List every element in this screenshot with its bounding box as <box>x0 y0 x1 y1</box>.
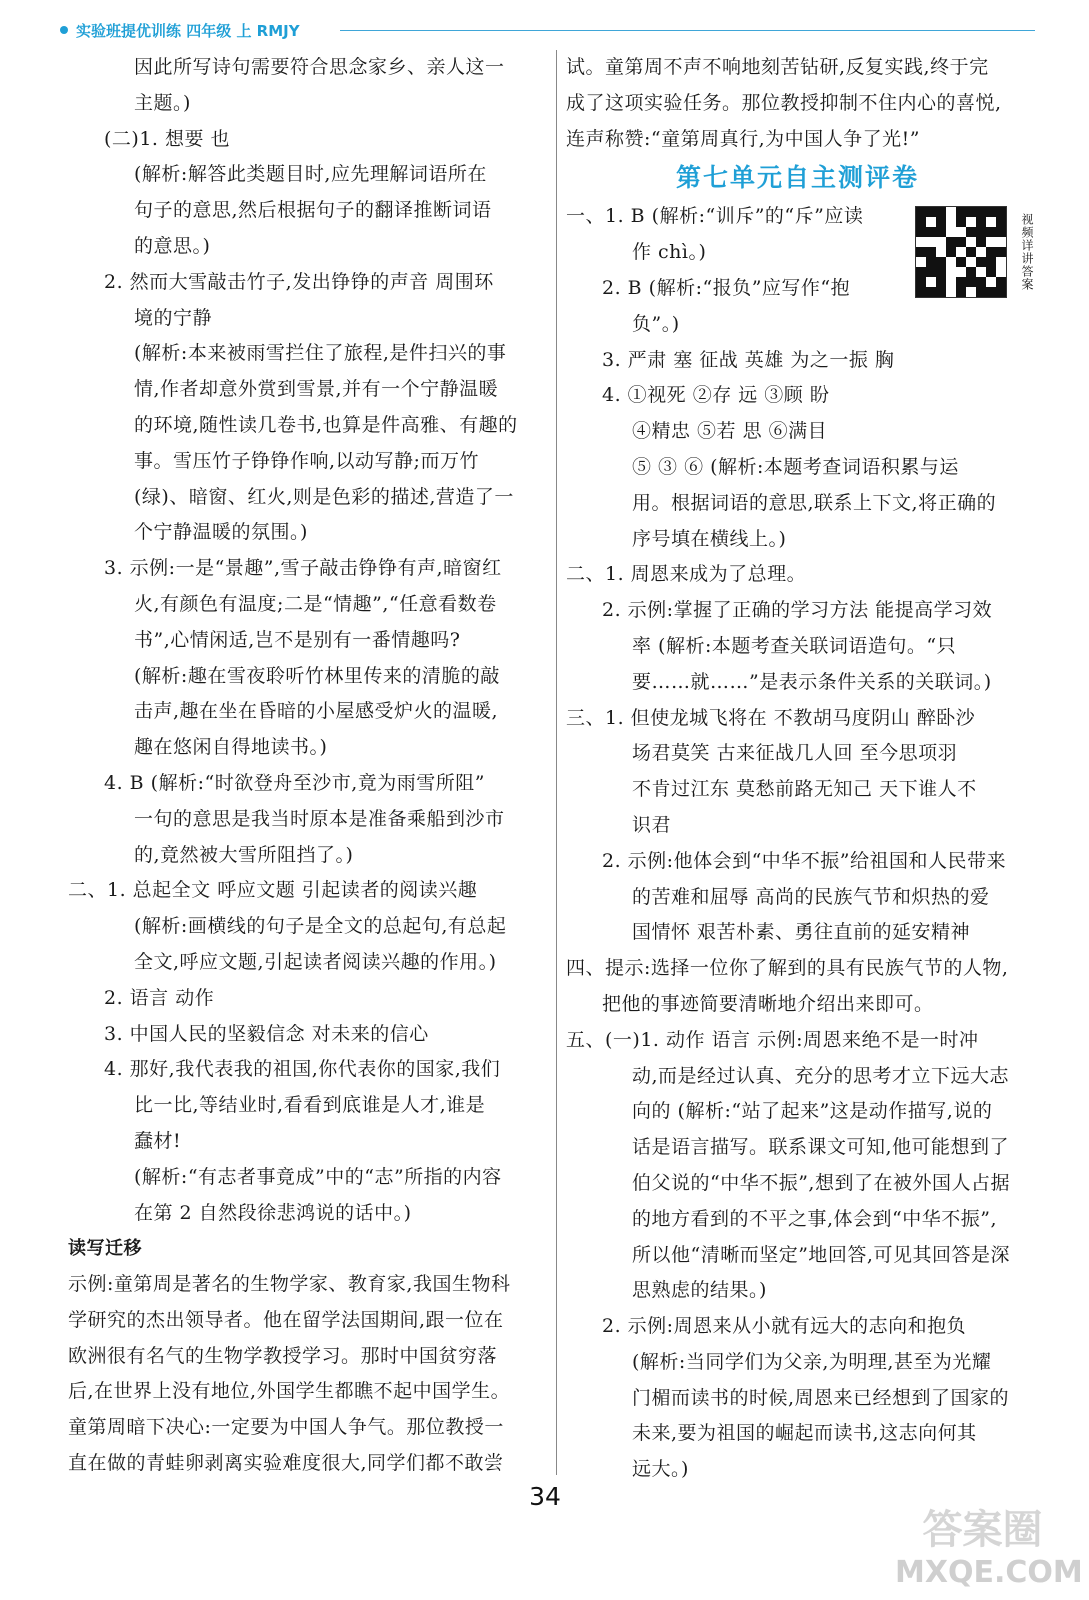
text-line: (解析:“有志者事竟成”中的“志”所指的内容 <box>134 1165 502 1188</box>
watermark-logo: 答案圈 <box>922 1507 1043 1553</box>
text-line: 三、1. 但使龙城飞将在 不教胡马度阴山 醉卧沙 <box>566 706 976 729</box>
unit-title: 第七单元自主测评卷 <box>676 163 920 193</box>
text-line: 负”。) <box>632 312 680 335</box>
text-line: 童第周暗下决心:一定要为中国人争气。那位教授一 <box>68 1416 504 1439</box>
text-line: 向的 (解析:“站了起来”这是动作描写,说的 <box>632 1100 993 1123</box>
text-line: 2. B (解析:“报负”应写作“抱 <box>602 276 851 299</box>
text-line: 话是语言描写。联系课文可知,他可能想到了 <box>632 1136 1010 1159</box>
text-line: 个宁静温暖的氛围。) <box>134 521 308 544</box>
text-line: 成了这项实验任务。那位教授抑制不住内心的喜悦, <box>566 91 1002 114</box>
text-line: 作 chì。) <box>632 241 707 264</box>
text-line: 远大。) <box>632 1458 689 1481</box>
text-line: (解析:解答此类题目时,应先理解词语所在 <box>134 163 487 186</box>
text-line: 的环境,随性读几卷书,也算是件高雅、有趣的 <box>134 413 518 436</box>
text-line: 学研究的杰出领导者。他在留学法国期间,跟一位在 <box>68 1308 504 1331</box>
text-line: ⑤ ③ ⑥ (解析:本题考查词语积累与运 <box>632 455 959 478</box>
text-line: 的,竟然被大雪所阻挡了。) <box>134 843 354 866</box>
text-line: 的地方看到的不平之事,体会到“中华不振”, <box>632 1207 998 1230</box>
running-header <box>60 18 340 42</box>
text-line: 趣在悠闲自得地读书。) <box>134 736 328 759</box>
text-line: 在第 2 自然段徐悲鸿说的话中。) <box>134 1201 412 1224</box>
text-line: 门楣而读书的时候,周恩来已经想到了国家的 <box>632 1386 1010 1409</box>
text-line: 4. ①视死 ②存 远 ③顾 盼 <box>602 384 830 407</box>
unit-title-row <box>566 157 1044 199</box>
text-line: 序号填在横线上。) <box>632 527 787 550</box>
text-line: 主题。) <box>134 91 191 114</box>
text-line: 比一比,等结业时,看看到底谁是人才,谁是 <box>134 1094 486 1117</box>
text-line: (解析:画横线的句子是全文的总起句,有总起 <box>134 915 507 938</box>
text-line: (解析:趣在雪夜聆听竹林里传来的清脆的敲 <box>134 664 500 687</box>
text-line: 直在做的青蛙卵剥离实验难度很大,同学们都不敢尝 <box>68 1452 504 1475</box>
text-line: 二、1. 总起全文 呼应文题 引起读者的阅读兴趣 <box>68 879 478 902</box>
text-line: 境的宁静 <box>134 306 213 329</box>
text-line: 的意思。) <box>134 234 211 257</box>
text-line: 识君 <box>632 813 672 836</box>
text-line: 要……就……”是表示条件关系的关联词。) <box>632 670 992 693</box>
text-line: 蠢材! <box>134 1129 182 1152</box>
header-title: 实验班提优训练 四年级 上 RMJY <box>76 21 300 40</box>
text-line: 2. 示例:周恩来从小就有远大的志向和抱负 <box>602 1315 967 1338</box>
text-line: 火,有颜色有温度;二是“情趣”,“任意看数卷 <box>134 592 497 615</box>
text-line: 四、提示:选择一位你了解到的具有民族气节的人物, <box>566 957 1009 980</box>
text-line: 用。根据词语的意思,联系上下文,将正确的 <box>632 491 997 514</box>
text-line: (解析:当同学们为父亲,为明理,甚至为光耀 <box>632 1350 992 1373</box>
text-line: 二、1. 周恩来成为了总理。 <box>566 563 807 586</box>
text-line: 一、1. B (解析:“训斥”的“斥”应读 <box>566 205 864 228</box>
text-line: 3. 中国人民的坚毅信念 对未来的信心 <box>104 1022 429 1045</box>
text-line: (绿)、暗窗、红火,则是色彩的描述,营造了一 <box>134 485 514 508</box>
text-line: 欧洲很有名气的生物学教授学习。那时中国贫穷落 <box>68 1344 498 1367</box>
text-line: 击声,趣在坐在昏暗的小屋感受炉火的温暖, <box>134 700 499 723</box>
text-line: (二)1. 想要 也 <box>104 127 231 150</box>
text-line: 4. 那好,我代表我的祖国,你代表你的国家,我们 <box>104 1058 501 1081</box>
text-line: 国情怀 艰苦朴素、勇往直前的延安精神 <box>632 921 971 944</box>
text-line: 句子的意思,然后根据句子的翻译推断词语 <box>134 199 492 222</box>
text-line: 后,在世界上没有地位,外国学生都瞧不起中国学生。 <box>68 1380 511 1403</box>
text-line: 情,作者却意外赏到雪景,并有一个宁静温暖 <box>134 378 499 401</box>
qr-label: 视频详讲答案 <box>1020 213 1034 291</box>
text-line: 2. 示例:他体会到“中华不振”给祖国和人民带来 <box>602 849 1006 872</box>
text-line: 4. B (解析:“时欲登舟至沙市,竟为雨雪所阻” <box>104 771 485 794</box>
text-line: 2. 然而大雪敲击竹子,发出铮铮的声音 周围环 <box>104 270 494 293</box>
text-line: ④精忠 ⑤若 思 ⑥满目 <box>632 420 828 443</box>
header-rule <box>340 30 1035 31</box>
text-line: 书”,心情闲适,岂不是别有一番情趣吗? <box>134 628 461 651</box>
text-line: 试。童第周不声不响地刻苦钻研,反复实践,终于完 <box>566 56 989 78</box>
text-line: 一句的意思是我当时原本是准备乘船到沙市 <box>134 807 505 830</box>
qr-code-icon[interactable] <box>915 206 1007 298</box>
left-column <box>68 50 546 1482</box>
text-line: 2. 语言 动作 <box>104 986 215 1009</box>
text-line: 场君莫笑 古来征战几人回 至今思项羽 <box>632 742 958 765</box>
text-line: 思熟虑的结果。) <box>632 1279 767 1302</box>
text-line: 五、(一)1. 动作 语言 示例:周恩来绝不是一时冲 <box>566 1028 979 1051</box>
text-line: 所以他“清晰而坚定”地回答,可见其回答是深 <box>632 1243 1010 1266</box>
text-line: (解析:本来被雨雪拦住了旅程,是件扫兴的事 <box>134 342 507 365</box>
text-line: 2. 示例:掌握了正确的学习方法 能提高学习效 <box>602 599 993 622</box>
text-line: 伯父说的“中华不振”,想到了在被外国人占据 <box>632 1171 1010 1194</box>
bullet-dot-icon <box>60 26 68 34</box>
text-line: 事。雪压竹子铮铮作响,以动写静;而万竹 <box>134 449 479 472</box>
text-line: 全文,呼应文题,引起读者阅读兴趣的作用。) <box>134 950 497 973</box>
text-line: 不肯过江东 莫愁前路无知己 天下谁人不 <box>632 778 977 801</box>
text-line: 率 (解析:本题考查关联词语造句。“只 <box>632 634 957 657</box>
text-line: 3. 示例:一是“景趣”,雪子敲击铮铮有声,暗窗红 <box>104 557 502 580</box>
text-line: 连声称赞:“童第周真行,为中国人争了光!” <box>566 127 921 150</box>
watermark-url: MXQE.COM <box>895 1555 1083 1590</box>
text-line: 动,而是经过认真、充分的思考才立下远大志 <box>632 1064 1010 1087</box>
text-line: 未来,要为祖国的崛起而读书,这志向何其 <box>632 1422 977 1445</box>
text-line: 示例:童第周是著名的生物学家、教育家,我国生物科 <box>68 1273 511 1296</box>
text-line: 因此所写诗句需要符合思念家乡、亲人这一 <box>134 56 505 78</box>
text-line: 3. 严肃 塞 征战 英雄 为之一振 胸 <box>602 348 895 371</box>
column-divider <box>556 50 557 1475</box>
page-number: 34 <box>529 1482 561 1511</box>
section-heading: 读写迁移 <box>68 1238 142 1260</box>
text-line: 的苦难和屈辱 高尚的民族气节和炽热的爱 <box>632 885 990 908</box>
text-line: 把他的事迹简要清晰地介绍出来即可。 <box>602 992 934 1015</box>
